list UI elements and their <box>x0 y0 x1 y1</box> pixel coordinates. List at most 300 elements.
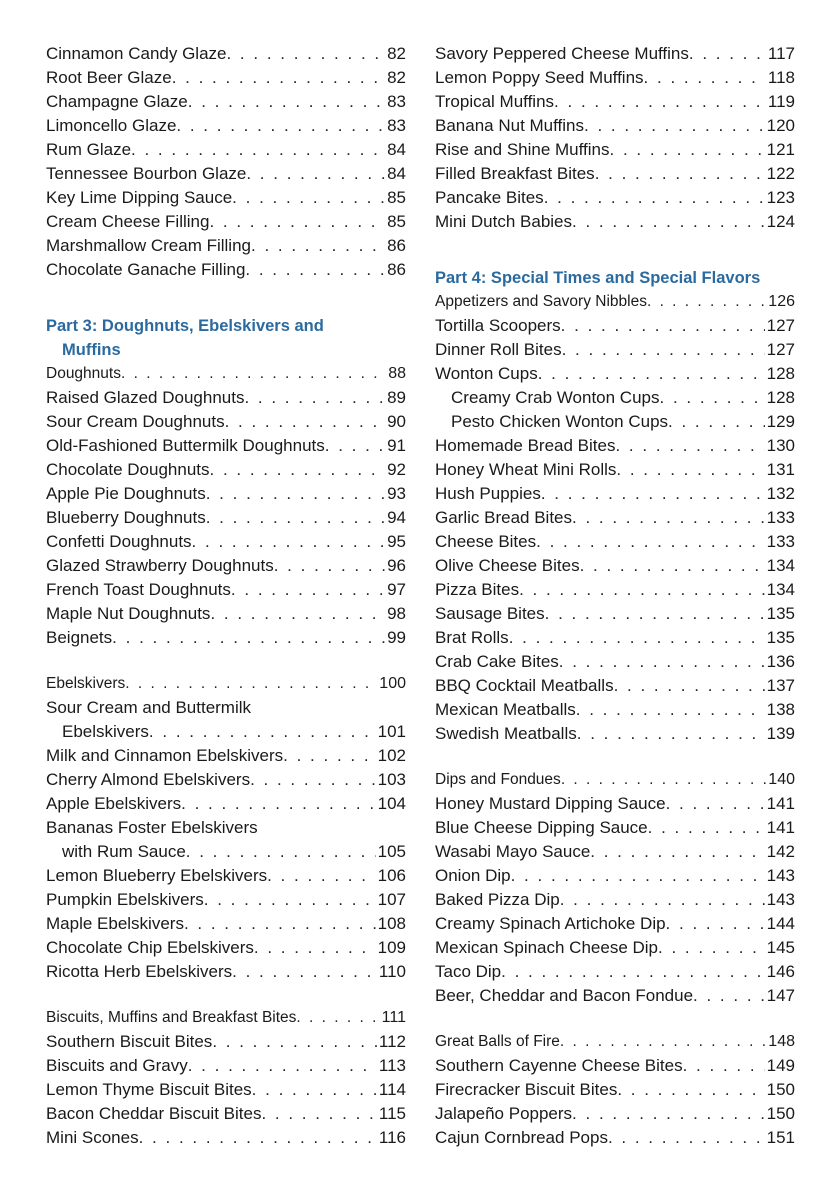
entry-title: Cajun Cornbread Pops <box>435 1128 608 1147</box>
toc-entry[interactable] <box>46 888 406 912</box>
toc-entry[interactable] <box>46 410 406 434</box>
page-number: 82 <box>387 68 406 87</box>
page-number: 123 <box>766 188 795 207</box>
toc-entry[interactable] <box>435 386 795 410</box>
dot-leader <box>572 210 765 234</box>
toc-entry[interactable] <box>435 186 795 210</box>
page-number: 108 <box>377 914 406 933</box>
page-number: 139 <box>766 724 795 743</box>
toc-entry[interactable] <box>46 234 406 258</box>
page-number: 83 <box>387 116 406 135</box>
page-number: 118 <box>767 68 795 87</box>
page-number: 146 <box>766 962 795 981</box>
toc-entry[interactable] <box>46 506 406 530</box>
dot-leader <box>554 90 766 114</box>
toc-entry[interactable] <box>46 1126 406 1150</box>
page-number: 113 <box>378 1056 406 1075</box>
entry-title: Southern Cayenne Cheese Bites <box>435 1056 683 1075</box>
page-number: 106 <box>377 866 406 885</box>
entry-title: Southern Biscuit Bites <box>46 1032 213 1051</box>
dot-leader <box>572 506 765 530</box>
entry-title: Filled Breakfast Bites <box>435 164 595 183</box>
entry-title: Creamy Spinach Artichoke Dip <box>435 914 666 933</box>
toc-entry[interactable] <box>46 768 406 792</box>
entry-title: Maple Nut Doughnuts <box>46 604 211 623</box>
toc-entry-first-line[interactable] <box>46 696 406 720</box>
toc-entry[interactable] <box>46 162 406 186</box>
toc-entry[interactable] <box>46 210 406 234</box>
entry-title: Glazed Strawberry Doughnuts <box>46 556 274 575</box>
toc-entry[interactable] <box>435 114 795 138</box>
dot-leader <box>261 1102 376 1126</box>
dot-leader <box>577 722 765 746</box>
entry-title: Crab Cake Bites <box>435 652 559 671</box>
dot-leader <box>660 386 765 410</box>
toc-entry[interactable] <box>46 1030 406 1054</box>
dot-leader <box>666 792 765 816</box>
page-number: 145 <box>766 938 795 957</box>
dot-leader <box>267 864 376 888</box>
entry-title: Biscuits and Gravy <box>46 1056 188 1075</box>
page-number: 141 <box>766 794 795 813</box>
page-number: 102 <box>377 746 406 765</box>
toc-entry[interactable] <box>46 960 406 984</box>
toc-chapter-entry[interactable] <box>46 362 406 386</box>
toc-entry[interactable] <box>46 602 406 626</box>
dot-leader <box>668 410 765 434</box>
page-number: 135 <box>766 604 795 623</box>
dot-leader <box>210 458 386 482</box>
page-number: 88 <box>388 365 406 382</box>
entry-title: Cherry Almond Ebelskivers <box>46 770 251 789</box>
entry-title: Pesto Chicken Wonton Cups <box>451 412 669 431</box>
dot-leader <box>188 90 385 114</box>
dot-leader <box>683 1054 765 1078</box>
entry-title: Garlic Bread Bites <box>435 508 572 527</box>
entry-title: Sausage Bites <box>435 604 545 623</box>
entry-title: Biscuits, Muffins and Breakfast Bites <box>46 1009 297 1026</box>
entry-title: Limoncello Glaze <box>46 116 177 135</box>
page-number: 117 <box>767 44 795 63</box>
section-gap <box>46 282 406 304</box>
dot-leader <box>250 768 376 792</box>
page-number: 135 <box>766 628 795 647</box>
dot-leader <box>572 1102 765 1126</box>
page-number: 134 <box>766 556 795 575</box>
toc-entry[interactable] <box>46 936 406 960</box>
dot-leader <box>186 840 376 864</box>
toc-entry[interactable] <box>46 530 406 554</box>
entry-title: Bananas Foster Ebelskivers <box>46 818 258 837</box>
page-number: 95 <box>387 532 406 551</box>
entry-title: Chocolate Doughnuts <box>46 460 210 479</box>
toc-entry[interactable] <box>46 434 406 458</box>
page-number: 97 <box>387 580 406 599</box>
toc-entry[interactable] <box>46 66 406 90</box>
toc-entry[interactable] <box>435 138 795 162</box>
toc-entry[interactable] <box>435 362 795 386</box>
dot-leader <box>538 362 765 386</box>
entry-title: Root Beer Glaze <box>46 68 172 87</box>
page-number: 143 <box>766 866 795 885</box>
dot-leader <box>590 840 764 864</box>
entry-title: Confetti Doughnuts <box>46 532 192 551</box>
entry-title: Mini Dutch Babies <box>435 212 573 231</box>
page-number: 83 <box>387 92 406 111</box>
toc-entry[interactable] <box>435 482 795 506</box>
page-number: 82 <box>387 44 406 63</box>
toc-entry[interactable] <box>435 530 795 554</box>
page-number: 149 <box>766 1056 795 1075</box>
dot-leader <box>188 1054 377 1078</box>
entry-title: Pancake Bites <box>435 188 544 207</box>
page-number: 143 <box>766 890 795 909</box>
entry-title: Taco Dip <box>435 962 502 981</box>
page-number: 128 <box>766 364 795 383</box>
toc-entry[interactable] <box>46 1078 406 1102</box>
entry-title: Blue Cheese Dipping Sauce <box>435 818 648 837</box>
part-heading-line: Part 3: Doughnuts, Ebelskivers and <box>46 317 324 335</box>
page-number: 122 <box>766 164 795 183</box>
part-heading[interactable] <box>46 314 406 362</box>
toc-entry[interactable] <box>435 602 795 626</box>
page-number: 140 <box>768 771 795 788</box>
dot-leader <box>545 602 765 626</box>
page-number: 136 <box>766 652 795 671</box>
toc-entry[interactable] <box>46 840 406 864</box>
dot-leader <box>644 66 766 90</box>
dot-leader <box>274 554 385 578</box>
dot-leader <box>226 42 385 66</box>
toc-entry[interactable] <box>46 578 406 602</box>
page-number: 144 <box>766 914 795 933</box>
dot-leader <box>693 984 765 1008</box>
entry-title: Pumpkin Ebelskivers <box>46 890 204 909</box>
entry-title: Lemon Blueberry Ebelskivers <box>46 866 268 885</box>
dot-leader <box>231 578 385 602</box>
page-number: 103 <box>377 770 406 789</box>
section-gap <box>435 746 795 768</box>
page-number: 133 <box>766 508 795 527</box>
toc-entry[interactable] <box>435 912 795 936</box>
page-number: 124 <box>766 212 795 231</box>
dot-leader <box>561 768 766 792</box>
page-number: 150 <box>766 1080 795 1099</box>
toc-left-column <box>46 42 406 1150</box>
dot-leader <box>647 290 766 314</box>
toc-entry[interactable] <box>46 864 406 888</box>
page-number: 148 <box>768 1033 795 1050</box>
page-number: 85 <box>387 212 406 231</box>
entry-title: Mexican Spinach Cheese Dip <box>435 938 659 957</box>
dot-leader <box>296 1006 379 1030</box>
dot-leader <box>244 386 385 410</box>
toc-entry[interactable] <box>46 186 406 210</box>
dot-leader <box>212 1030 377 1054</box>
page-number: 94 <box>387 508 406 527</box>
section-gap <box>435 234 795 256</box>
page-number: 109 <box>377 938 406 957</box>
dot-leader <box>560 888 765 912</box>
dot-leader <box>131 138 385 162</box>
dot-leader <box>561 314 765 338</box>
toc-entry[interactable] <box>46 1054 406 1078</box>
dot-leader <box>210 602 385 626</box>
page-number: 142 <box>766 842 795 861</box>
dot-leader <box>559 650 765 674</box>
toc-entry[interactable] <box>435 410 795 434</box>
dot-leader <box>172 66 385 90</box>
toc-entry[interactable] <box>435 816 795 840</box>
dot-leader <box>204 888 376 912</box>
page-number: 129 <box>766 412 795 431</box>
toc-entry[interactable] <box>435 90 795 114</box>
entry-title: Creamy Crab Wonton Cups <box>451 388 660 407</box>
toc-entry[interactable] <box>46 482 406 506</box>
dot-leader <box>541 482 765 506</box>
toc-entry[interactable] <box>435 960 795 984</box>
toc-entry[interactable] <box>435 66 795 90</box>
toc-entry[interactable] <box>435 458 795 482</box>
dot-leader <box>149 720 376 744</box>
toc-entry[interactable] <box>435 650 795 674</box>
dot-leader <box>614 674 765 698</box>
entry-title: Savory Peppered Cheese Muffins <box>435 44 689 63</box>
page-number: 138 <box>766 700 795 719</box>
toc-entry[interactable] <box>435 888 795 912</box>
entry-title: Hush Puppies <box>435 484 541 503</box>
entry-title: Honey Wheat Mini Rolls <box>435 460 617 479</box>
entry-title: Bacon Cheddar Biscuit Bites <box>46 1104 262 1123</box>
page-number: 111 <box>381 1009 406 1026</box>
page-number: 116 <box>378 1128 406 1147</box>
toc-entry[interactable] <box>435 42 795 66</box>
toc-entry[interactable] <box>46 386 406 410</box>
toc-entry[interactable] <box>435 674 795 698</box>
toc-entry[interactable] <box>435 434 795 458</box>
dot-leader <box>658 936 765 960</box>
toc-entry[interactable] <box>46 258 406 282</box>
dot-leader <box>501 960 764 984</box>
entry-title: Pizza Bites <box>435 580 520 599</box>
page-number: 133 <box>766 532 795 551</box>
part-heading-line: Part 4: Special Times and Special Flavors <box>435 269 761 287</box>
toc-entry[interactable] <box>435 162 795 186</box>
toc-entry[interactable] <box>435 698 795 722</box>
toc-entry[interactable] <box>435 578 795 602</box>
toc-entry[interactable] <box>46 90 406 114</box>
dot-leader <box>689 42 766 66</box>
toc-entry[interactable] <box>435 864 795 888</box>
page-number: 101 <box>377 722 406 741</box>
entry-title: Olive Cheese Bites <box>435 556 580 575</box>
entry-title: Marshmallow Cream Filling <box>46 236 251 255</box>
entry-title: Firecracker Biscuit Bites <box>435 1080 618 1099</box>
page-number: 92 <box>387 460 406 479</box>
entry-title: Chocolate Ganache Filling <box>46 260 246 279</box>
page-number: 93 <box>387 484 406 503</box>
entry-title: Wonton Cups <box>435 364 538 383</box>
toc-entry[interactable] <box>46 42 406 66</box>
dot-leader <box>576 698 765 722</box>
page-number: 104 <box>377 794 406 813</box>
page-number: 115 <box>378 1104 406 1123</box>
toc-entry[interactable] <box>435 1102 795 1126</box>
dot-leader <box>206 482 385 506</box>
page-number: 127 <box>766 340 795 359</box>
toc-entry[interactable] <box>46 912 406 936</box>
toc-chapter-entry[interactable] <box>435 1030 795 1054</box>
page-number: 99 <box>387 628 406 647</box>
toc-entry[interactable] <box>435 626 795 650</box>
toc-entry[interactable] <box>435 506 795 530</box>
entry-title: Doughnuts <box>46 365 121 382</box>
entry-title: Apple Ebelskivers <box>46 794 182 813</box>
entry-title: Ricotta Herb Ebelskivers <box>46 962 233 981</box>
dot-leader <box>283 744 375 768</box>
toc-entry[interactable] <box>46 458 406 482</box>
toc-entry[interactable] <box>435 554 795 578</box>
entry-title: Blueberry Doughnuts <box>46 508 206 527</box>
toc-chapter-entry[interactable] <box>435 290 795 314</box>
toc-entry[interactable] <box>435 338 795 362</box>
dot-leader <box>560 1030 766 1054</box>
entry-title: Cream Cheese Filling <box>46 212 210 231</box>
page-number: 130 <box>766 436 795 455</box>
page-number: 91 <box>387 436 406 455</box>
toc-chapter-entry[interactable] <box>46 672 406 696</box>
entry-title: Apple Pie Doughnuts <box>46 484 206 503</box>
entry-title: Honey Mustard Dipping Sauce <box>435 794 666 813</box>
page-number: 90 <box>387 412 406 431</box>
dot-leader <box>192 530 386 554</box>
toc-entry[interactable] <box>46 138 406 162</box>
page-number: 84 <box>387 140 406 159</box>
toc-entry[interactable] <box>435 1078 795 1102</box>
dot-leader <box>232 960 377 984</box>
dot-leader <box>584 114 765 138</box>
dot-leader <box>125 672 377 696</box>
dot-leader <box>232 186 385 210</box>
page-number: 120 <box>766 116 795 135</box>
entry-title: Tennessee Bourbon Glaze <box>46 164 247 183</box>
entry-title: Ebelskivers <box>62 722 149 741</box>
entry-title: Wasabi Mayo Sauce <box>435 842 591 861</box>
dot-leader <box>325 434 385 458</box>
toc-chapter-entry[interactable] <box>435 768 795 792</box>
toc-entry[interactable] <box>435 722 795 746</box>
entry-title: Rise and Shine Muffins <box>435 140 610 159</box>
toc-entry[interactable] <box>435 936 795 960</box>
entry-title: Sour Cream and Buttermilk <box>46 698 252 717</box>
dot-leader <box>648 816 765 840</box>
entry-title: French Toast Doughnuts <box>46 580 231 599</box>
dot-leader <box>246 162 385 186</box>
part-heading[interactable] <box>435 266 795 290</box>
toc-entry[interactable] <box>435 984 795 1008</box>
page-number: 126 <box>768 293 795 310</box>
dot-leader <box>608 1126 765 1150</box>
toc-entry[interactable] <box>435 840 795 864</box>
dot-leader <box>252 1078 377 1102</box>
entry-title: Key Lime Dipping Sauce <box>46 188 233 207</box>
toc-entry[interactable] <box>46 554 406 578</box>
page-number: 100 <box>379 675 406 692</box>
entry-title: Dinner Roll Bites <box>435 340 562 359</box>
entry-title: Milk and Cinnamon Ebelskivers <box>46 746 284 765</box>
entry-title: Beignets <box>46 628 113 647</box>
toc-entry[interactable] <box>46 720 406 744</box>
entry-title: Lemon Poppy Seed Muffins <box>435 68 644 87</box>
page-number: 132 <box>766 484 795 503</box>
toc-entry[interactable] <box>46 792 406 816</box>
dot-leader <box>666 912 765 936</box>
toc-entry[interactable] <box>435 314 795 338</box>
page-number: 121 <box>766 140 795 159</box>
part-heading-line: Muffins <box>62 341 121 359</box>
entry-title: BBQ Cocktail Meatballs <box>435 676 614 695</box>
page-number: 134 <box>766 580 795 599</box>
dot-leader <box>112 626 385 650</box>
dot-leader <box>610 138 765 162</box>
dot-leader <box>519 578 765 602</box>
dot-leader <box>251 234 385 258</box>
toc-entry[interactable] <box>435 210 795 234</box>
toc-entry[interactable] <box>46 744 406 768</box>
page-number: 128 <box>766 388 795 407</box>
entry-title: Tropical Muffins <box>435 92 555 111</box>
page-number: 85 <box>387 188 406 207</box>
dot-leader <box>139 1126 377 1150</box>
toc-entry[interactable] <box>435 1126 795 1150</box>
toc-entry[interactable] <box>46 1102 406 1126</box>
dot-leader <box>562 338 765 362</box>
entry-title: Banana Nut Muffins <box>435 116 584 135</box>
dot-leader <box>254 936 376 960</box>
toc-entry[interactable] <box>435 1054 795 1078</box>
entry-title: Tortilla Scoopers <box>435 316 561 335</box>
entry-title: Brat Rolls <box>435 628 509 647</box>
dot-leader <box>616 458 764 482</box>
entry-title: Dips and Fondues <box>435 771 561 788</box>
entry-title: Cinnamon Candy Glaze <box>46 44 227 63</box>
dot-leader <box>536 530 765 554</box>
toc-entry[interactable] <box>46 626 406 650</box>
entry-title: Chocolate Chip Ebelskivers <box>46 938 254 957</box>
entry-title: Appetizers and Savory Nibbles <box>435 293 647 310</box>
page-number: 84 <box>387 164 406 183</box>
dot-leader <box>595 162 765 186</box>
page-number: 107 <box>377 890 406 909</box>
entry-title: Rum Glaze <box>46 140 132 159</box>
dot-leader <box>121 362 386 386</box>
toc-chapter-entry[interactable] <box>46 1006 406 1030</box>
toc-entry[interactable] <box>435 792 795 816</box>
entry-title: Baked Pizza Dip <box>435 890 560 909</box>
page-number: 151 <box>766 1128 795 1147</box>
dot-leader <box>617 1078 764 1102</box>
page-number: 112 <box>378 1032 406 1051</box>
toc-entry[interactable] <box>46 114 406 138</box>
entry-title: Jalapeño Poppers <box>435 1104 573 1123</box>
toc-entry-first-line[interactable] <box>46 816 406 840</box>
entry-title: Mini Scones <box>46 1128 139 1147</box>
dot-leader <box>615 434 764 458</box>
dot-leader <box>176 114 385 138</box>
entry-title: Great Balls of Fire <box>435 1033 560 1050</box>
entry-title: Swedish Meatballs <box>435 724 577 743</box>
page-number: 86 <box>387 236 406 255</box>
